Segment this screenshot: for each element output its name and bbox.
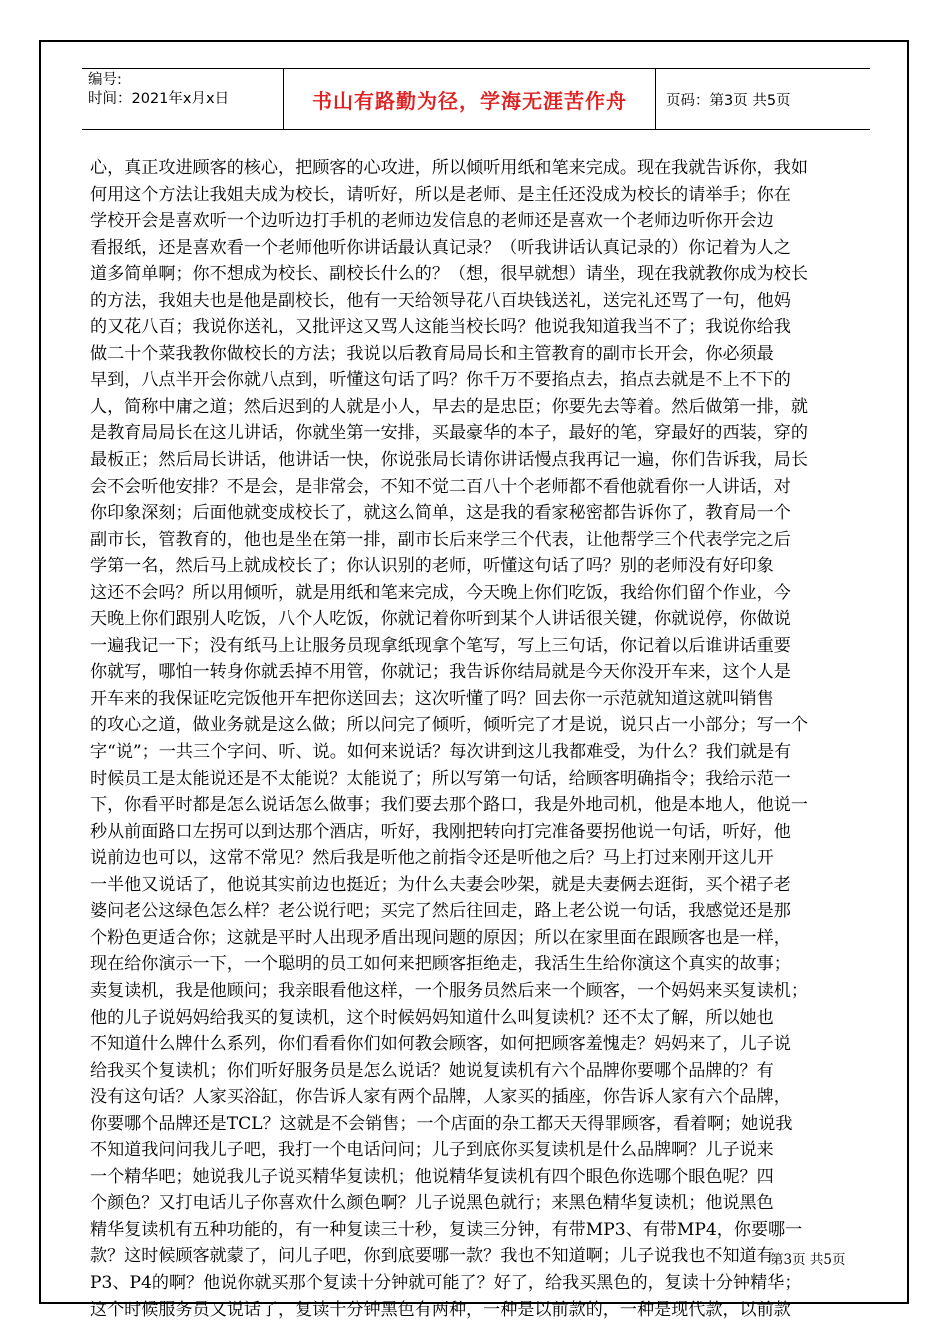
body-line: 人，简称中庸之道；然后迟到的人就是小人，早去的是忠臣；你要先去等着。然后做第一排，就 xyxy=(90,396,808,417)
body-line: 婆问老公这绿色怎么样？老公说行吧；买完了然后往回走，路上老公说一句话，我感觉还是那 xyxy=(90,901,791,922)
body-line: 一半他又说话了，他说其实前边也挺近；为什么夫妻会吵架，就是夫妻俩去逛街，买个裙子老 xyxy=(90,874,791,895)
body-line: 给我买个复读机；你们听好服务员是怎么说话？她说复读机有六个品牌你要哪个品牌的？有 xyxy=(90,1060,774,1081)
body-line: 的又花八百；我说你送礼，又批评这又骂人这能当校长吗？他说我知道我当不了；我说你给我 xyxy=(90,317,791,338)
body-line: 这还不会吗？所以用倾听，就是用纸和笔来完成，今天晚上你们吃饭，我给你们留个作业，今 xyxy=(90,582,791,603)
motto: 书山有路勤为径，学海无涯苦作舟 xyxy=(284,69,656,129)
body-line: 没有这句话？人家买浴缸，你告诉人家有两个品牌，人家买的插座，你告诉人家有六个品牌， xyxy=(90,1087,791,1108)
page-header xyxy=(82,68,870,130)
body-line: 做二十个菜我教你做校长的方法；我说以后教育局局长和主管教育的副市长开会，你必须最 xyxy=(90,343,774,364)
body-line: 看报纸，还是喜欢看一个老师他听你讲话最认真记录？（听我讲话认真记录的）你记着为人之 xyxy=(90,237,791,258)
body-line: 个粉色更适合你；这就是平时人出现矛盾出现问题的原因；所以在家里面在跟顾客也是一样， xyxy=(90,927,791,948)
body-line: 何用这个方法让我姐夫成为校长，请听好，所以是老师、是主任还没成为校长的请举手；你在 xyxy=(90,184,791,205)
body-line: 你就写，哪怕一转身你就丢掉不用管，你就记；我告诉你结局就是今天你没开车来，这个人是 xyxy=(90,662,791,683)
body-line: 是教育局局长在这儿讲话，你就坐第一安排，买最豪华的本子，最好的笔，穿最好的西装，穿的 xyxy=(90,423,808,444)
body-line: 不知道什么牌什么系列，你们看看你们如何教会顾客，如何把顾客羞愧走？妈妈来了，儿子说 xyxy=(90,1034,791,1055)
body-line: 学第一名，然后马上就成校长了；你认识别的老师，听懂这句话了吗？别的老师没有好印象 xyxy=(90,556,774,577)
header-page-label: 页码：第3页 共5页 xyxy=(666,92,791,109)
body-line: 你印象深刻；后面他就变成校长了，就这么简单，这是我的看家秘密都告诉你了，教育局一个 xyxy=(90,503,791,524)
body-line: 个颜色？又打电话儿子你喜欢什么颜色啊？儿子说黑色就行；来黑色精华复读机；他说黑色 xyxy=(90,1193,774,1214)
body-line: 道多简单啊；你不想成为校长、副校长什么的？（想，很早就想）请坐，现在我就教你成为校长 xyxy=(90,264,808,285)
body-line: 天晚上你们跟别人吃饭，八个人吃饭，你就记着你听到某个人讲话很关键，你就说停，你做说 xyxy=(90,609,791,630)
number-label: 编号: xyxy=(88,72,122,88)
body-line: 字“说”；一共三个字问、听、说。如何来说话？每次讲到这儿我都难受，为什么？我们就是有 xyxy=(90,742,792,763)
body-line: 副市长，管教育的，他也是坐在第一排，副市长后来学三个代表，让他帮学三个代表学完之后 xyxy=(90,529,791,550)
body-line: 下，你看平时都是怎么说话怎么做事；我们要去那个路口，我是外地司机，他是本地人，他说一 xyxy=(90,795,808,816)
date-label: 时间：2021年x月x日 xyxy=(88,91,230,107)
body-line: 时候员工是太能说还是不太能说？太能说了；所以写第一句话，给顾客明确指令；我给示范一 xyxy=(90,768,791,789)
body-line: 这个时候服务员又说话了，复读十分钟黑色有两种，一种是以前款的，一种是现代款，以前款 xyxy=(90,1299,791,1320)
body-line: 开车来的我保证吃完饭他开车把你送回去；这次听懂了吗？回去你一示范就知道这就叫销售 xyxy=(90,688,774,709)
body-line: 一个精华吧；她说我儿子说买精华复读机；他说精华复读机有四个眼色你选哪个眼色呢？四 xyxy=(90,1166,774,1187)
body-line: 的攻心之道，做业务就是这么做；所以问完了倾听，倾听完了才是说，说只占一小部分；写一个 xyxy=(90,715,808,736)
footer-page-number: 第3页 共5页 xyxy=(770,1252,846,1268)
body-line: 你要哪个品牌还是TCL？这就是不会销售；一个店面的杂工都天天得罪顾客，看着啊；她说我 xyxy=(90,1113,793,1134)
body-line: 最板正；然后局长讲话，他讲话一快，你说张局长请你讲话慢点我再记一遍，你们告诉我，局长 xyxy=(90,450,808,471)
body-line: 秒从前面路口左拐可以到达那个酒店，听好，我刚把转向打完准备要拐他说一句话，听好，他 xyxy=(90,821,791,842)
body-line: 现在给你演示一下，一个聪明的员工如何来把顾客拒绝走，我活生生给你演这个真实的故事； xyxy=(90,954,791,975)
body-line: 会不会听他安排？不是会，是非常会，不知不觉二百八十个老师都不看他就看你一人讲话，对 xyxy=(90,476,791,497)
body-line: 不知道我问问我儿子吧，我打一个电话问问；儿子到底你买复读机是什么品牌啊？儿子说来 xyxy=(90,1140,774,1161)
body-line: 一遍我记一下；没有纸马上让服务员现拿纸现拿个笔写，写上三句话，你记着以后谁讲话重要 xyxy=(90,635,791,656)
body-line: 卖复读机，我是他顾问；我亲眼看他这样，一个服务员然后来一个顾客，一个妈妈来买复读机； xyxy=(90,980,808,1001)
body-line: 说前边也可以，这常不常见？然后我是听他之前指令还是听他之后？马上打过来刚开这儿开 xyxy=(90,848,774,869)
body-line: 他的儿子说妈妈给我买的复读机，这个时候妈妈知道什么叫复读机？还不太了解，所以她也 xyxy=(90,1007,774,1028)
body-line: 款？这时候顾客就蒙了，问儿子吧，你到底要哪一款？我也不知道啊；儿子说我也不知道有 xyxy=(90,1246,774,1267)
body-line: 的方法，我姐夫也是他是副校长，他有一天给领导花八百块钱送礼，送完礼还骂了一句，他妈 xyxy=(90,290,791,311)
body-line: 早到，八点半开会你就八点到，听懂这句话了吗？你千万不要掐点去，掐点去就是不上不下的 xyxy=(90,370,791,391)
body-line: P3、P4的啊？他说你就买那个复读十分钟就可能了？好了，给我买黑色的，复读十分钟精华； xyxy=(90,1272,802,1293)
body-line: 精华复读机有五种功能的，有一种复读三十秒，复读三分钟，有带MP3、有带MP4，你要哪一 xyxy=(90,1219,803,1240)
body-line: 学校开会是喜欢听一个边听边打手机的老师边发信息的老师还是喜欢一个老师边听你开会边 xyxy=(90,211,774,232)
header-meta xyxy=(82,69,284,129)
body-line: 心，真正攻进顾客的核心，把顾客的心攻进，所以倾听用纸和笔来完成。现在我就告诉你，我如 xyxy=(90,158,808,178)
body-text xyxy=(90,155,860,1323)
